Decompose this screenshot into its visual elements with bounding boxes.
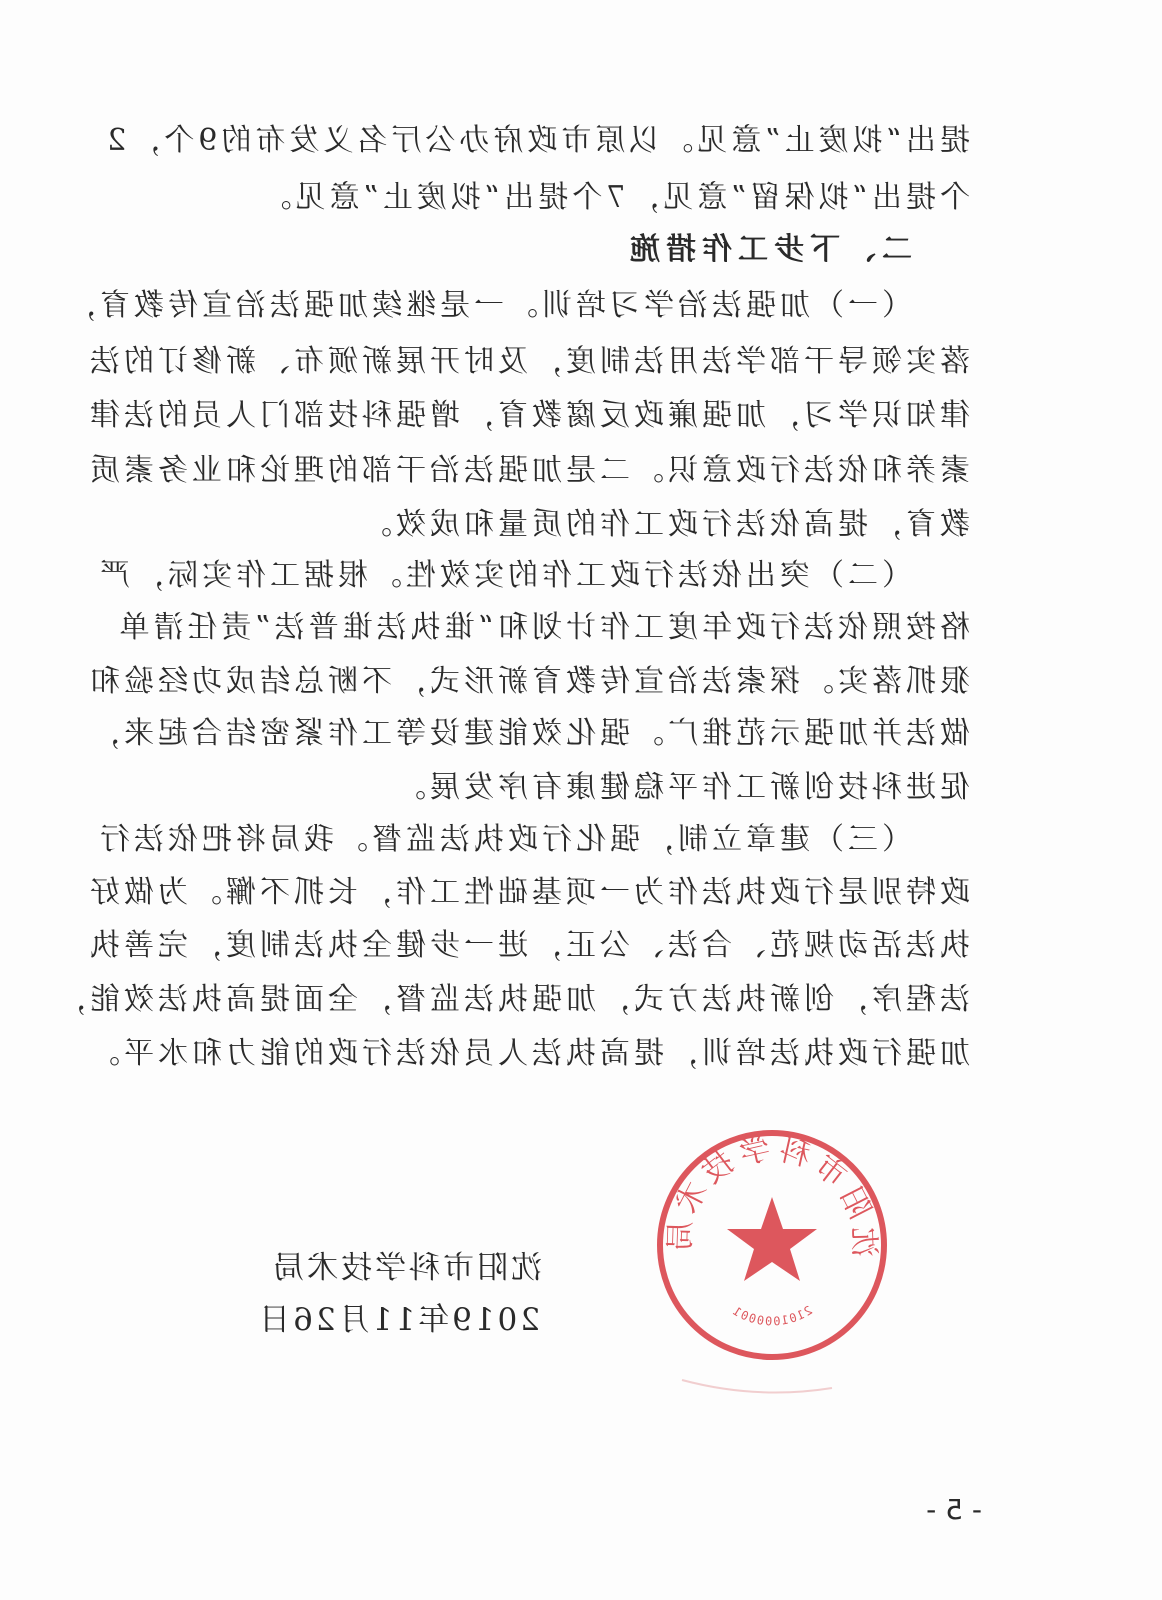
body-line-9: （二）突出依法行政工作的实效性。根据工作实际，严 (96, 558, 912, 593)
body-line-1: 提出“拟废止”意见。以原市政府办公厅名义发布的9个，2 (103, 123, 970, 158)
body-line-12: 做法并加强示范推广。强化效能建设等工作紧密结合起来， (86, 716, 970, 751)
body-line-10: 格按照依法行政年度工作计划和“谁执法谁普法”责任清单 (115, 610, 970, 645)
svg-text:2101000001 (729, 1303, 815, 1328)
body-line-8: 教育，提高依法行政工作的质量和成效。 (358, 507, 970, 542)
body-line-7: 素养和依法行政意识。二是加强法治干部的理论和业务素质 (86, 453, 970, 488)
body-line-18: 加强行政执法培训，提高执法人员依法行政的能力和水平。 (86, 1036, 970, 1071)
body-line-6: 律知识学习，加强廉政反腐教育，增强科技部门人员的法律 (86, 398, 970, 433)
body-line-14: （三）建章立制，强化行政执法监督。我局将把依法行 (96, 822, 912, 857)
official-seal (652, 1125, 892, 1365)
body-line-16: 执法活动规范、合法、公正，进一步健全执法制度，完善执 (86, 928, 970, 963)
signature-org: 沈阳市科学技术局 (270, 1250, 542, 1286)
body-line-2: 个提出“拟保留”意见，7个提出“拟废止”意见。 (257, 180, 970, 215)
body-line-13: 促进科技创新工作平稳健康有序发展。 (392, 770, 970, 805)
seal-text: 沈阳市科学技术局 (662, 1131, 882, 1258)
seal-star-icon (727, 1197, 817, 1281)
seal-smudge (677, 1370, 837, 1400)
seal-serial: 2101000001 (729, 1303, 815, 1329)
body-line-15: 政特别是行政执法作为一项基础性工作，长抓不懈。为做好 (86, 875, 970, 910)
section-heading: 二、下步工作措施 (624, 232, 912, 267)
signature-date: 2019年11月26日 (256, 1302, 540, 1338)
page-number: - 5 - (926, 1493, 982, 1526)
body-line-11: 狠抓落实。探索法治宣传教育新形式，不断总结成功经验和 (86, 664, 970, 699)
body-line-5: 落实领导干部学法用法制度，及时开展新颁布、新修订的法 (86, 344, 970, 379)
body-line-4: （一）加强法治学习培训。一是继续加强法治宣传教育， (62, 288, 912, 323)
body-line-17: 法程序，创新执法方式，加强执法监督，全面提高执法效能， (52, 982, 970, 1017)
